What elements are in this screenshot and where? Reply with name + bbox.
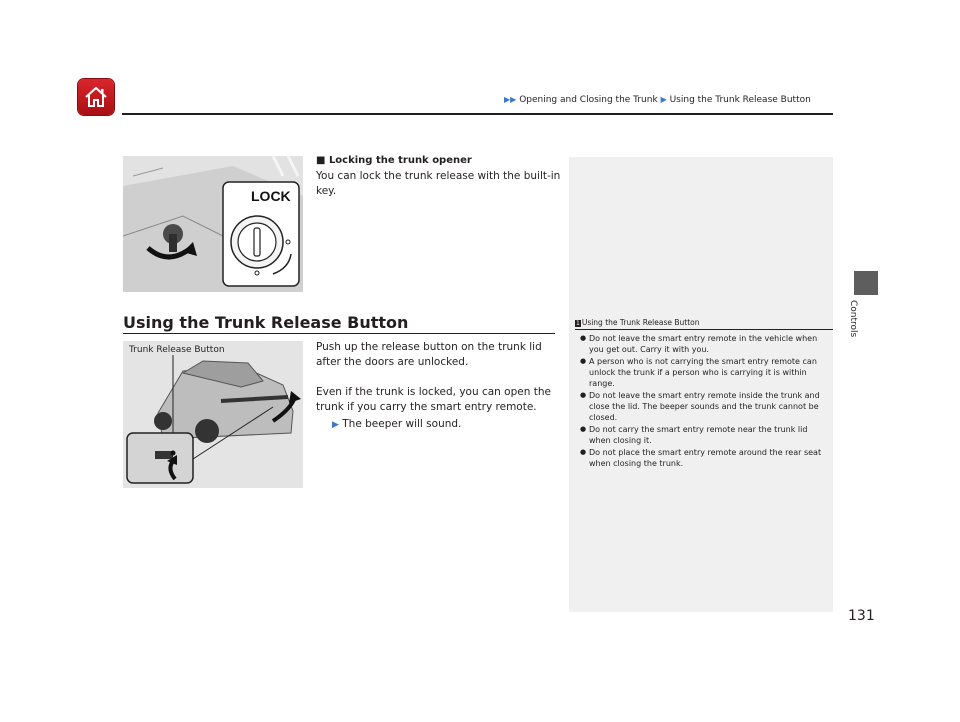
list-item: ● Do not place the smart entry remote around the rear seat when closing the trunk.	[578, 447, 828, 469]
release-note-text: The beeper will sound.	[342, 418, 462, 430]
release-note	[332, 417, 562, 433]
release-figure	[123, 341, 303, 488]
notes-list	[578, 333, 828, 470]
note-arrow-icon: ▶	[332, 420, 339, 430]
list-item: ● Do not carry the smart entry remote near the trunk lid when closing it.	[578, 424, 828, 446]
lock-label: LOCK	[251, 188, 291, 204]
breadcrumb-item-release[interactable]: Using the Trunk Release Button	[669, 95, 811, 105]
car-illustration	[123, 341, 303, 488]
list-item: ● Do not leave the smart entry remote inside the trunk and close the lid. The beeper sounds and the trunk cannot be closed.	[578, 390, 828, 423]
page-number: 131	[848, 608, 875, 624]
home-button[interactable]	[78, 79, 114, 115]
lock-body-text: You can lock the trunk release with the built-in key.	[316, 170, 561, 197]
side-tab-marker	[854, 271, 878, 295]
lock-subheading-text: Locking the trunk opener	[328, 155, 472, 166]
lock-figure	[123, 156, 303, 292]
list-item: ● Do not leave the smart entry remote in the vehicle when you get out. Carry it with you.	[578, 333, 828, 355]
header-divider	[122, 113, 833, 115]
trunk-lock-illustration	[123, 156, 303, 292]
notes-heading-text: Using the Trunk Release Button	[581, 318, 700, 327]
section-title: Using the Trunk Release Button	[123, 313, 409, 332]
breadcrumb-arrow-icon: ▶▶	[504, 95, 517, 104]
breadcrumb	[504, 95, 811, 105]
notes-divider	[575, 329, 833, 330]
figure-callout-label: Trunk Release Button	[129, 345, 225, 355]
lock-subheading: ■ Locking the trunk opener	[316, 155, 472, 166]
side-tab-label[interactable]: Controls	[848, 300, 858, 338]
list-item: ● A person who is not carrying the smart entry remote can unlock the trunk if a person who is carrying it is within range.	[578, 356, 828, 389]
release-para-1: Push up the release button on the trunk lid after the doors are unlocked.	[316, 341, 542, 368]
notes-heading	[575, 318, 700, 327]
note-badge: 1	[576, 320, 580, 327]
section-divider	[123, 333, 555, 334]
release-para-2: Even if the trunk is locked, you can open the trunk if you carry the smart entry remote.	[316, 386, 551, 413]
home-icon	[82, 83, 110, 111]
breadcrumb-item-trunk[interactable]: Opening and Closing the Trunk	[519, 95, 658, 105]
breadcrumb-arrow-icon: ▶	[660, 95, 667, 104]
